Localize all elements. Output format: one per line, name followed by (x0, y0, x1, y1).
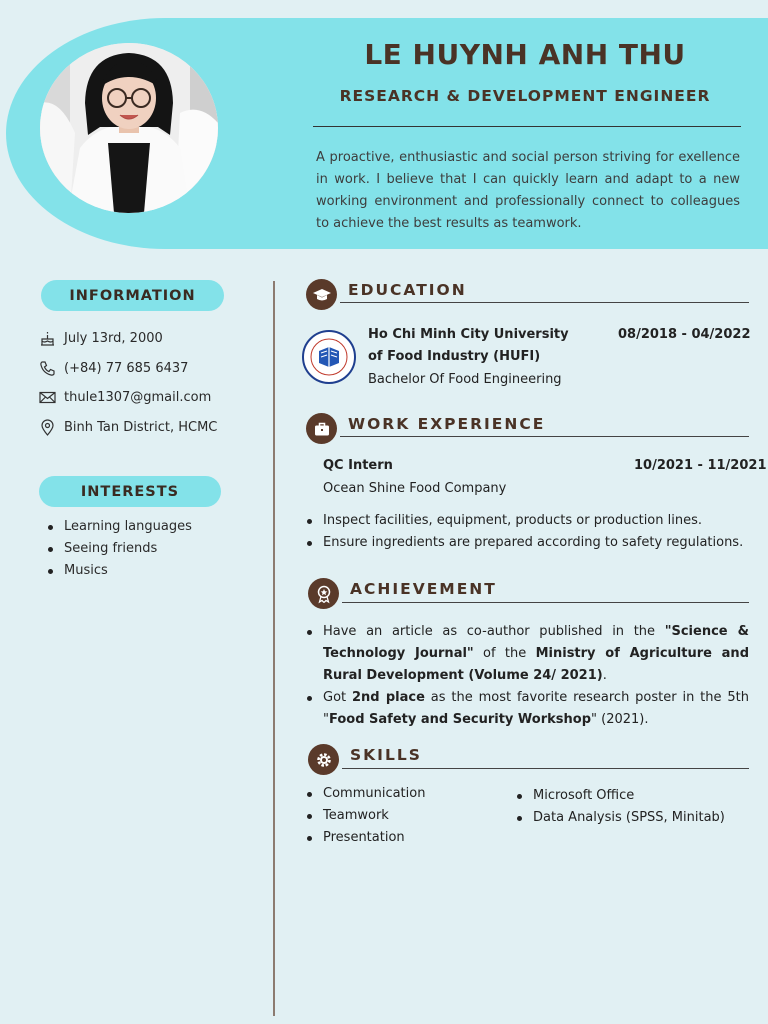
company-name: Ocean Shine Food Company (323, 481, 507, 496)
birthday-row (38, 329, 163, 347)
profile-photo-illustration (40, 43, 218, 213)
journal-name: "Science & Technology Journal" (323, 624, 749, 661)
school-name-line1: Ho Chi Minh City University (368, 327, 569, 342)
job-title-qc: QC Intern (323, 458, 393, 473)
list-item: Ensure ingredients are prepared according to safety regulations. (306, 532, 758, 554)
job-title: RESEARCH & DEVELOPMENT ENGINEER (339, 87, 711, 105)
list-item (306, 621, 749, 687)
gear-icon (308, 744, 339, 775)
achievement-1-connector: of the (473, 646, 536, 661)
list-item: Communication (306, 783, 506, 805)
education-heading: EDUCATION (348, 281, 467, 299)
graduation-cap-icon (306, 279, 337, 310)
award-place: 2nd place (352, 690, 425, 705)
list-item: Data Analysis (SPSS, Minitab) (516, 807, 756, 829)
work-dates: 10/2021 - 11/2021 (634, 458, 767, 473)
address-text: Binh Tan District, HCMC (64, 419, 218, 435)
skills-list-left (306, 783, 506, 849)
interests-list (48, 516, 192, 582)
list-item: Microsoft Office (516, 785, 756, 807)
work-rule (340, 436, 749, 437)
list-item: Learning languages (48, 516, 192, 538)
phone-text[interactable]: (+84) 77 685 6437 (64, 360, 189, 376)
university-logo (302, 330, 356, 384)
list-item: Teamwork (306, 805, 506, 827)
envelope-icon (38, 388, 56, 406)
phone-row (38, 359, 188, 377)
list-item: Seeing friends (48, 538, 192, 560)
achievement-rule (342, 602, 749, 603)
location-pin-icon (38, 418, 56, 436)
achievement-1-text: Have an article as co-author published in the (323, 624, 665, 639)
skills-list-right (516, 785, 756, 829)
information-heading: INFORMATION (41, 280, 224, 311)
medal-icon (308, 578, 339, 609)
email-row (38, 388, 211, 406)
ministry-name: Ministry of Agriculture and Rural Development (Volume 24/ 2021) (323, 646, 749, 683)
profile-summary: A proactive, enthusiastic and social person striving for exellence in work. I believe that I can quickly learn and adapt to a new working environment and professionally connect to colleagues to achieve the best results as teamwork. (316, 150, 740, 231)
phone-icon (38, 359, 56, 377)
briefcase-icon (306, 413, 337, 444)
education-dates: 08/2018 - 04/2022 (618, 327, 751, 342)
achievement-1-end: . (602, 668, 607, 683)
skills-heading: SKILLS (350, 746, 422, 764)
achievement-bullets (306, 621, 749, 731)
achievement-2-end: " (2021). (591, 712, 649, 727)
header-divider (313, 126, 741, 127)
list-item: Presentation (306, 827, 506, 849)
achievement-2-connector: as the most favorite research poster in the 5th " (323, 690, 749, 727)
achievement-heading: ACHIEVEMENT (350, 580, 497, 598)
workshop-name: Food Safety and Security Workshop (328, 712, 592, 727)
list-item: Inspect facilities, equipment, products or production lines. (306, 510, 758, 532)
address-row (38, 418, 217, 436)
list-item (306, 687, 749, 731)
interests-heading: INTERESTS (39, 476, 221, 507)
birthday-text: July 13rd, 2000 (64, 330, 163, 346)
degree-text: Bachelor Of Food Engineering (368, 372, 562, 387)
cake-icon (38, 329, 56, 347)
achievement-2-text: Got (323, 690, 352, 705)
school-name-line2: of Food Industry (HUFI) (368, 349, 541, 364)
email-text[interactable]: thule1307@gmail.com (64, 389, 212, 405)
full-name: LE HUYNH ANH THU (364, 38, 686, 71)
list-item: Musics (48, 560, 192, 582)
work-experience-heading: WORK EXPERIENCE (348, 415, 546, 433)
profile-photo (40, 43, 218, 213)
education-rule (340, 302, 749, 303)
skills-rule (342, 768, 749, 769)
column-divider (273, 281, 275, 1016)
work-bullets (306, 510, 758, 554)
university-logo-icon (309, 337, 349, 377)
